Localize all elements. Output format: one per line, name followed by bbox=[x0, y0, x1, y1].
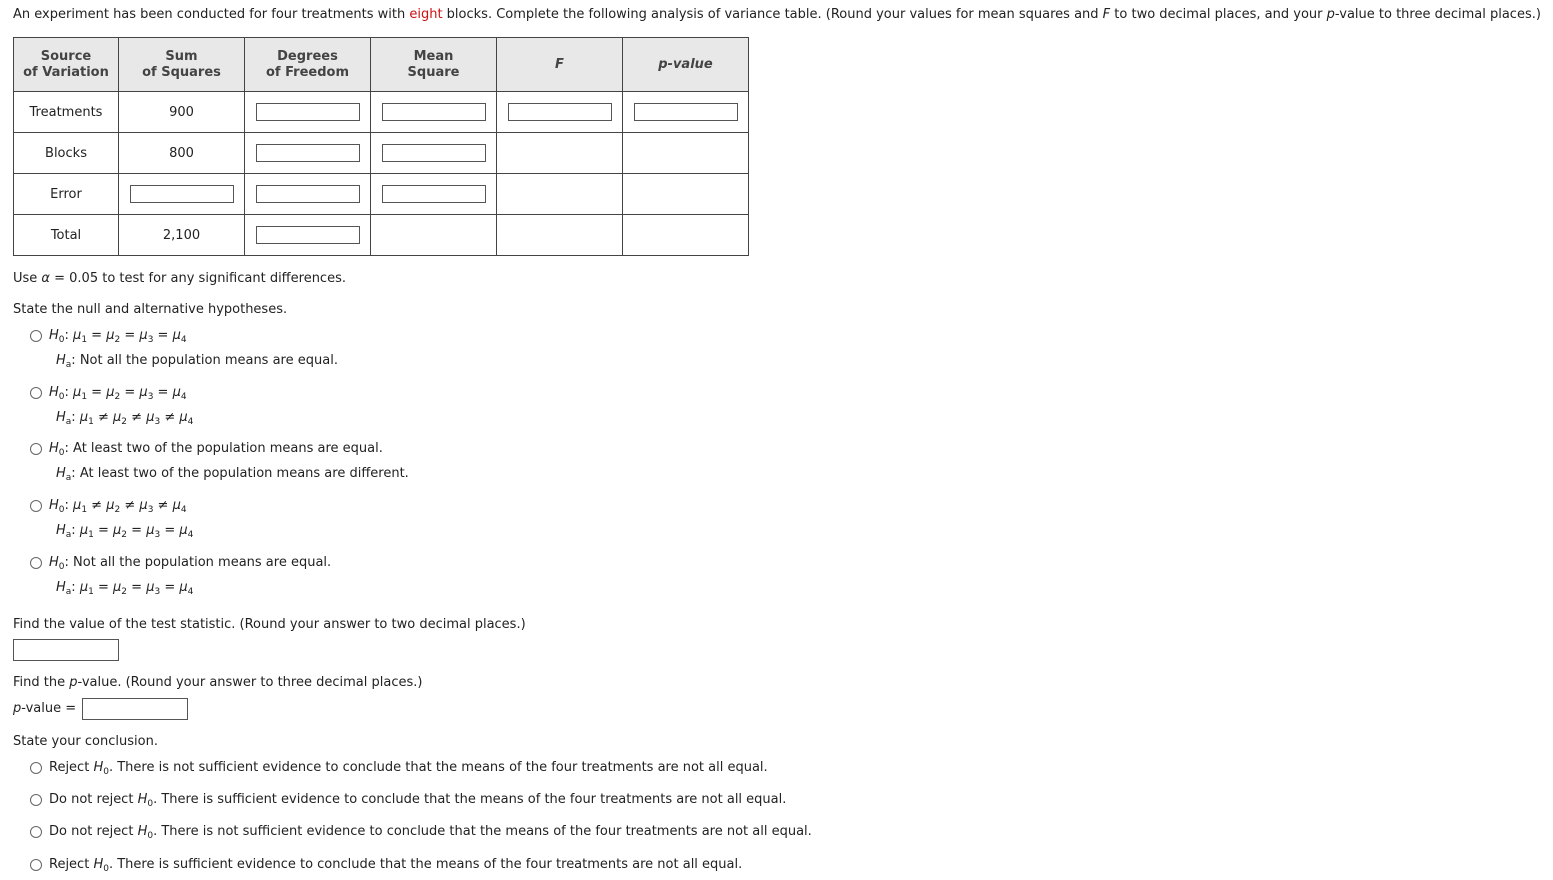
total-df-input[interactable] bbox=[256, 226, 360, 244]
treatments-f-input[interactable] bbox=[508, 103, 612, 121]
row-source: Treatments bbox=[14, 92, 119, 133]
h0-text: Not all the population means are equal. bbox=[73, 555, 332, 570]
intro-text-3: to two decimal places, and your bbox=[1110, 7, 1327, 22]
treatments-df-input[interactable] bbox=[256, 103, 360, 121]
row-source: Blocks bbox=[14, 133, 119, 174]
row-ss: 800 bbox=[119, 133, 245, 174]
anova-header-row bbox=[14, 38, 749, 92]
error-ss-input[interactable] bbox=[130, 185, 234, 203]
blocks-count: eight bbox=[409, 7, 443, 22]
header-pvalue: p-value bbox=[623, 38, 749, 92]
table-row bbox=[14, 133, 749, 174]
table-row bbox=[14, 215, 749, 256]
ha-text: At least two of the population means are different. bbox=[79, 466, 409, 481]
header-df: Degrees of Freedom bbox=[245, 38, 371, 92]
test-statistic-prompt: Find the value of the test statistic. (Round your answer to two decimal places.) bbox=[13, 617, 526, 632]
error-df-input[interactable] bbox=[256, 185, 360, 203]
row-ss: 900 bbox=[119, 92, 245, 133]
radio-button[interactable] bbox=[30, 330, 42, 342]
intro-text-4: -value to three decimal places.) bbox=[1334, 7, 1541, 22]
table-row bbox=[14, 92, 749, 133]
hypotheses-prompt: State the null and alternative hypotheses. bbox=[13, 302, 288, 317]
row-source: Error bbox=[14, 174, 119, 215]
radio-button[interactable] bbox=[30, 794, 42, 806]
row-ss: 2,100 bbox=[119, 215, 245, 256]
radio-button[interactable] bbox=[30, 387, 42, 399]
pvalue-prompt: Find the p-value. (Round your answer to three decimal places.) bbox=[13, 675, 423, 690]
header-ss: Sum of Squares bbox=[119, 38, 245, 92]
radio-button[interactable] bbox=[30, 762, 42, 774]
pvalue-label: p-value = bbox=[13, 701, 77, 716]
h0-text: At least two of the population means are equal. bbox=[73, 441, 383, 456]
radio-button[interactable] bbox=[30, 443, 42, 455]
ha-text: Not all the population means are equal. bbox=[79, 353, 338, 368]
row-source: Total bbox=[14, 215, 119, 256]
intro-p-symbol: p bbox=[1326, 7, 1335, 22]
radio-button[interactable] bbox=[30, 557, 42, 569]
problem-intro bbox=[13, 7, 1541, 22]
treatments-ms-input[interactable] bbox=[382, 103, 486, 121]
header-source: Source of Variation bbox=[14, 38, 119, 92]
radio-button[interactable] bbox=[30, 859, 42, 871]
conclusion-prompt: State your conclusion. bbox=[13, 734, 158, 749]
table-row bbox=[14, 174, 749, 215]
anova-table bbox=[13, 37, 749, 256]
blocks-df-input[interactable] bbox=[256, 144, 360, 162]
header-ms: Mean Square bbox=[371, 38, 497, 92]
alpha-symbol: α bbox=[41, 271, 50, 286]
intro-f-symbol: F bbox=[1102, 7, 1111, 22]
radio-button[interactable] bbox=[30, 826, 42, 838]
intro-text-1: An experiment has been conducted for four treatments with bbox=[13, 7, 410, 22]
radio-button[interactable] bbox=[30, 500, 42, 512]
pvalue-input[interactable] bbox=[82, 698, 188, 720]
blocks-ms-input[interactable] bbox=[382, 144, 486, 162]
alpha-statement: Use α = 0.05 to test for any significant differences. bbox=[13, 271, 346, 286]
test-statistic-input[interactable] bbox=[13, 639, 119, 661]
treatments-pvalue-input[interactable] bbox=[634, 103, 738, 121]
header-f: F bbox=[497, 38, 623, 92]
error-ms-input[interactable] bbox=[382, 185, 486, 203]
intro-text-2: blocks. Complete the following analysis of variance table. (Round your values for mean squares and bbox=[442, 7, 1103, 22]
